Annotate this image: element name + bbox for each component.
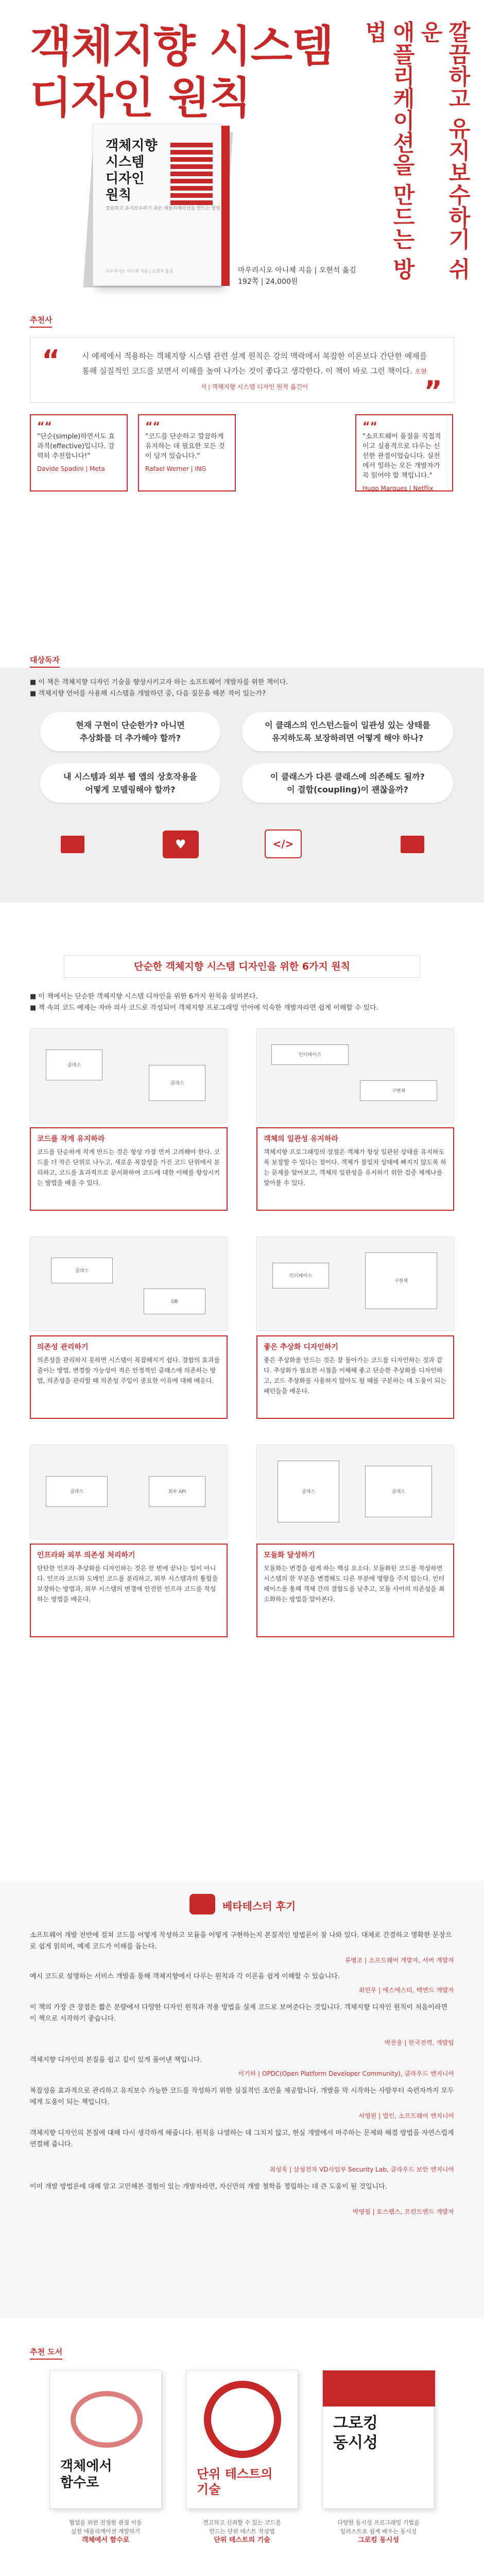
recommend-label: 추천사 xyxy=(30,314,52,328)
related-book-cover-title: 단위 테스트의 기술 xyxy=(197,2467,273,2497)
review-author-text: 서영원 | 법인, 소프트웨어 엔지니어 xyxy=(358,2112,454,2120)
quote-card-author: Davide Spadini | Meta xyxy=(37,465,105,472)
review-author-text: 최민우 | 에스에스티, 백엔드 개발자 xyxy=(358,1987,454,1994)
principle-title: 의존성 관리하기 xyxy=(37,1343,89,1351)
question-bubble: 내 시스템과 외부 웹 앱의 상호작용을 어떻게 모델링해야 할까? xyxy=(40,764,220,803)
book-cover-pattern xyxy=(170,143,213,208)
diagram-box: 클래스 xyxy=(149,1065,205,1101)
diagram-box: 인터페이스 xyxy=(271,1044,349,1065)
principle-title: 코드를 작게 유지하라 xyxy=(37,1135,105,1143)
principle-diagram xyxy=(30,1028,228,1123)
principle-body: 모듈화는 변경을 쉽게 하는 핵심 요소다. 모듈화된 코드를 작성하면 시스템의 한 부분을 변경해도 다른 부분에 영향을 주지 않는다. 인터페이스를 통해 객체 간의 결합도를 낮추고, 모듈 사이의 의존성을 최소화하는 방법을 알아본다. xyxy=(264,1565,445,1603)
related-book-cover[interactable] xyxy=(49,2370,162,2509)
review-text: 이미 개발 방법론에 대해 알고 고민해본 경험이 있는 개발자라면, 자신만의 개발 철학을 정립하는 데 큰 도움이 될 것입니다. xyxy=(30,2183,387,2191)
page-title: 객체지향 시스템 디자인 원칙 xyxy=(30,21,334,123)
book-spine xyxy=(221,126,230,286)
question-bubble: 이 클래스가 다른 클래스에 의존해도 될까? 이 결합(coupling)이 괜찮을까? xyxy=(242,764,453,803)
diagram-box: 클래스 xyxy=(51,1258,113,1283)
principle-body: 코드를 단순하게 작게 만드는 것은 항상 가장 먼저 고려해야 한다. 코드를 더 작은 단위로 나누고, 새로운 복잡성을 가진 코드 단위에서 분리하고, 코드를 효과적으로 문서화하여 코드에 대한 이해를 향상시키는 방법을 배울 수 있다. xyxy=(37,1148,220,1187)
chat-bubble-icon xyxy=(189,1894,215,1914)
principle-card xyxy=(30,1127,228,1211)
audience-label-wrap xyxy=(30,654,60,668)
related-book-caption xyxy=(186,2518,298,2545)
quote-card-text: ““ "코드를 단순하고 깔끔하게 유지하는 데 필요한 모든 것이 담겨 있습니다." xyxy=(145,422,229,461)
principle-body: 객체지향 프로그래밍의 장점은 객체가 항상 일관된 상태를 유지하도록 보장할 수 있다는 점이다. 객체가 불일치 상태에 빠지지 않도록 하는 문제를 알아보고, 객체의 일관성을 유지하기 위한 검증 체계나를 알아볼 수 있다. xyxy=(264,1148,446,1187)
diagram-box: 외부 API xyxy=(149,1476,205,1507)
related-book-caption xyxy=(49,2518,162,2545)
book-cover-title: 객체지향 시스템 디자인 원칙 xyxy=(106,138,158,203)
diagram-box: 클래스 xyxy=(365,1466,432,1517)
quote-card-author: Hugo Marques | Netflix xyxy=(362,485,434,492)
quote-card xyxy=(355,414,453,492)
review-text: 이 책의 가장 큰 장점은 짧은 분량에서 다양한 디자인 원칙과 적용 방법을 실제 코드로 보여준다는 것입니다. 객체지향 디자인 원칙이 처음이라면 이 책으로 시작하기 좋습니다. xyxy=(30,2004,448,2023)
related-book-cover[interactable] xyxy=(186,2370,298,2509)
related-book-desc: 다양한 동시성 프로그래밍 기법을 일러스트로 쉽게 배우는 동시성 xyxy=(337,2519,420,2535)
principle-title: 좋은 추상화 디자인하기 xyxy=(264,1343,338,1351)
quote-card xyxy=(30,414,128,492)
principle-diagram xyxy=(256,1028,454,1123)
review-author-text: 박영필 | 토스랩스, 프런트엔드 개발자 xyxy=(353,2208,454,2215)
book-cover-author: 마우리시오 아니체 지음 | 오현석 옮김 xyxy=(106,269,174,274)
principle-body: 의존성을 관리하지 못하면 시스템이 복잡해지기 쉽다. 결합의 효과를 줄이는 방법, 변경할 가능성이 적은 안정적인 클래스에 의존하는 방법, 의존성을 관리할 때 의존성 주입이 중요한 이유에 대해 배운다. xyxy=(37,1357,220,1384)
quote-card-text: ““ "단순(simple)하면서도 효과적(effective)입니다. 강력히 추천합니다!" xyxy=(37,422,120,461)
reviews-section xyxy=(0,1880,484,2318)
list-item: ■ 객체지향 언어를 사용해 시스템을 개발하던 중, 다음 질문을 해본 적이 있는가? xyxy=(30,690,266,698)
review-author-text: 이기하 | OPDC(Open Platform Developer Community), 클라우드 엔지니어 xyxy=(238,2070,454,2077)
main-quote-box xyxy=(30,337,454,408)
question-bubble: 현재 구현이 단순한가? 아니면 추상화를 더 추가해야 할까? xyxy=(40,712,220,751)
cover-graphic xyxy=(71,2391,143,2448)
related-book-desc: 견고하고 신뢰할 수 있는 코드를 만드는 단위 테스트 작성법 xyxy=(202,2519,282,2535)
cover-graphic xyxy=(204,2381,281,2458)
review-text: 예시 코드로 설명하는 서비스 개발을 통해 객체지향에서 다루는 원칙과 각 이론을 쉽게 이해할 수 있습니다. xyxy=(30,1973,340,1980)
review-author-text: 류병조 | 소프트웨어 개발자, 서버 개발자 xyxy=(344,1957,454,1964)
related-label-wrap xyxy=(30,2346,62,2360)
question-bubble: 이 클래스의 인스턴스들이 일관성 있는 상태를 유지하도록 보장하려면 어떻게 해야 하나? xyxy=(242,712,453,751)
principle-diagram xyxy=(30,1445,228,1539)
reviews-title: 베타테스터 후기 xyxy=(222,1900,296,1912)
principle-body: 좋은 추상화를 만드는 것은 잘 돌아가는 코드를 디자인하는 것과 같다. 추상화가 필요한 시점을 이해해 좋고 단순한 추상화를 디자인하고, 코드 추상화를 사용하지 않아도 될 때를 구분하는 데 도움이 되는 패턴들을 배운다. xyxy=(264,1357,446,1395)
diagram-box: 클래스 xyxy=(46,1049,102,1080)
book-meta: 마우리시오 아니체 지음 | 오현석 옮김 192쪽 | 24,000원 xyxy=(238,266,356,286)
diagram-box: 클래스 xyxy=(278,1461,339,1522)
principle-card xyxy=(30,1544,228,1637)
principle-body: 탄탄한 인프라 추상화를 디자인하는 것은 한 번에 끝나는 일이 아니다. 인프라 코드와 도메인 코드를 분리하고, 외부 시스템과의 통합을 보장하는 방법과, 외부 시스템의 변경에 안전한 인프라 코드를 작성하는 방법을 배운다. xyxy=(37,1565,218,1603)
principles-intro xyxy=(30,991,378,1014)
review-author xyxy=(30,2069,454,2078)
related-book-cover[interactable] xyxy=(322,2370,435,2509)
quote-card-author: Rafael Werner | ING xyxy=(145,465,206,472)
review-author-text: 박찬웅 | 한국전력, 개발팀 xyxy=(384,2039,454,2046)
principle-card xyxy=(256,1335,454,1419)
related-book-caption xyxy=(322,2518,435,2545)
hero-section xyxy=(0,0,484,304)
related-book-name[interactable]: 단위 테스트의 기술 xyxy=(214,2536,270,2544)
main-quote xyxy=(79,349,429,395)
principle-diagram xyxy=(256,1445,454,1539)
folder-icon xyxy=(61,836,84,853)
review-author-text: 최성욱 | 삼성전자 VD사업부 Security Lab, 클라우드 보안 엔지니어 xyxy=(269,2166,454,2173)
book-cover-subtitle: 깔끔하고 유지보수하기 쉬운 애플리케이션을 만드는 방법 xyxy=(106,206,220,211)
review-text: 복잡성을 효과적으로 관리하고 유지보수 가능한 코드를 작성하기 위한 실질적인 조언을 제공합니다. 개발을 막 시작하는 사람부터 숙련자까지 모두에게 도움이 되는 책입니다. xyxy=(30,2087,454,2106)
related-book-cover-title: 그로킹 동시성 xyxy=(333,2414,378,2452)
principle-title: 인프라와 외부 의존성 처리하기 xyxy=(37,1551,135,1560)
principle-title: 모듈화 달성하기 xyxy=(264,1551,315,1560)
recommend-section xyxy=(0,314,484,510)
diagram-box: 구현체 xyxy=(360,1080,437,1101)
audience-section xyxy=(0,655,484,903)
review-text: 객체지향 디자인의 본질에 대해 다시 생각하게 해줍니다. 원칙을 나열하는 데 그치지 않고, 현실 개발에서 마주하는 문제와 해결 방법을 자연스럽게 연결해 줍니다. xyxy=(30,2129,454,2148)
review-author xyxy=(30,1956,454,1965)
diagram-box: DB xyxy=(144,1289,205,1314)
diagram-box: 구현체 xyxy=(365,1252,437,1309)
related-label: 추천 도서 xyxy=(30,2346,62,2360)
close-quote-icon: ” xyxy=(424,375,442,408)
diagram-box: 인터페이스 xyxy=(272,1263,329,1289)
quote-cards xyxy=(30,414,454,494)
cover-band xyxy=(323,2370,435,2406)
list-item: ■ 책 속의 코드 예제는 자바 의사 코드로 작성되어 객체지향 프로그래밍 언어에 익숙한 개발자라면 쉽게 이해할 수 있다. xyxy=(30,1004,378,1012)
recommend-label-wrap xyxy=(30,314,52,328)
quote-card-empty xyxy=(246,414,344,492)
diagram-box: 클래스 xyxy=(46,1476,108,1507)
principle-diagram xyxy=(30,1236,228,1331)
book-cover xyxy=(93,124,221,286)
audience-list xyxy=(30,677,288,700)
related-book-name[interactable]: 그로킹 동시성 xyxy=(358,2536,399,2544)
hero-vertical-subtitle: 깔끔하고 유지보수하기 쉬운 애플리케이션을 만드는 방법 xyxy=(361,21,471,280)
related-book-cover-title: 객체에서 함수로 xyxy=(60,2459,112,2490)
principles-heading: 단순한 객체지향 시스템 디자인을 위한 6가지 원칙 xyxy=(64,955,420,978)
related-book-desc: 협업을 위한 진정한 관점 이동 실전 애플리케이션 개발하기 xyxy=(69,2519,142,2535)
heart-icon: ♥ xyxy=(163,831,199,858)
audience-label: 대상독자 xyxy=(30,654,60,668)
folder-icon xyxy=(401,836,424,853)
principle-card xyxy=(30,1335,228,1419)
main-quote-author: 오현석 | 객체지향 시스템 디자인 원칙 옮긴이 xyxy=(200,368,427,391)
quote-card xyxy=(138,414,236,492)
list-item: ■ 이 책은 객체지향 디자인 기술을 향상시키고자 하는 소프트웨어 개발자를 위한 책이다. xyxy=(30,679,288,686)
quote-card-text: ““ "소프트웨어 품질을 직접적이고 실용적으로 다루는 신선한 관점이었습니다. 실전에서 일하는 모든 개발자가 꼭 읽어야 할 책입니다." xyxy=(362,422,446,481)
principle-title: 객체의 일관성 유지하라 xyxy=(264,1135,338,1143)
list-item: ■ 이 책에서는 단순한 객체지향 시스템 디자인을 위한 6가지 원칙을 살펴본다. xyxy=(30,993,258,1001)
main-quote-text: 시 예제에서 적용하는 객체지향 시스템 관련 설계 원칙은 강의 맥락에서 복잡한 이론보다 간단한 예제를 통해 실질적인 코드를 보면서 이해를 높여 나가는 것이 좋다고 생각한다. 이 책이 바로 그런 책이다. xyxy=(81,351,427,376)
related-book-name[interactable]: 객체에서 함수로 xyxy=(81,2536,130,2544)
review-author xyxy=(30,2111,454,2121)
principle-diagram xyxy=(256,1236,454,1331)
review-text: 소프트웨어 개발 전반에 걸쳐 코드를 어떻게 작성하고 모듈을 어떻게 구현하는지 본질적인 방법론이 잘 나와 있다. 대체로 간결하고 명확한 문장으로 쉽게 읽히며, 예제 코드가 이해를 돕는다. xyxy=(30,1931,452,1951)
review-author xyxy=(30,1986,454,1995)
review-author xyxy=(30,2165,454,2174)
principle-card xyxy=(256,1544,454,1637)
open-quote-icon: “ xyxy=(42,344,60,377)
review-author xyxy=(30,2038,454,2047)
review-author xyxy=(30,2207,454,2216)
review-text: 객체지향 디자인의 본질을 쉽고 깊이 있게 풀어낸 책입니다. xyxy=(30,2056,202,2064)
code-window-icon: </> xyxy=(265,829,302,858)
principle-card xyxy=(256,1127,454,1211)
